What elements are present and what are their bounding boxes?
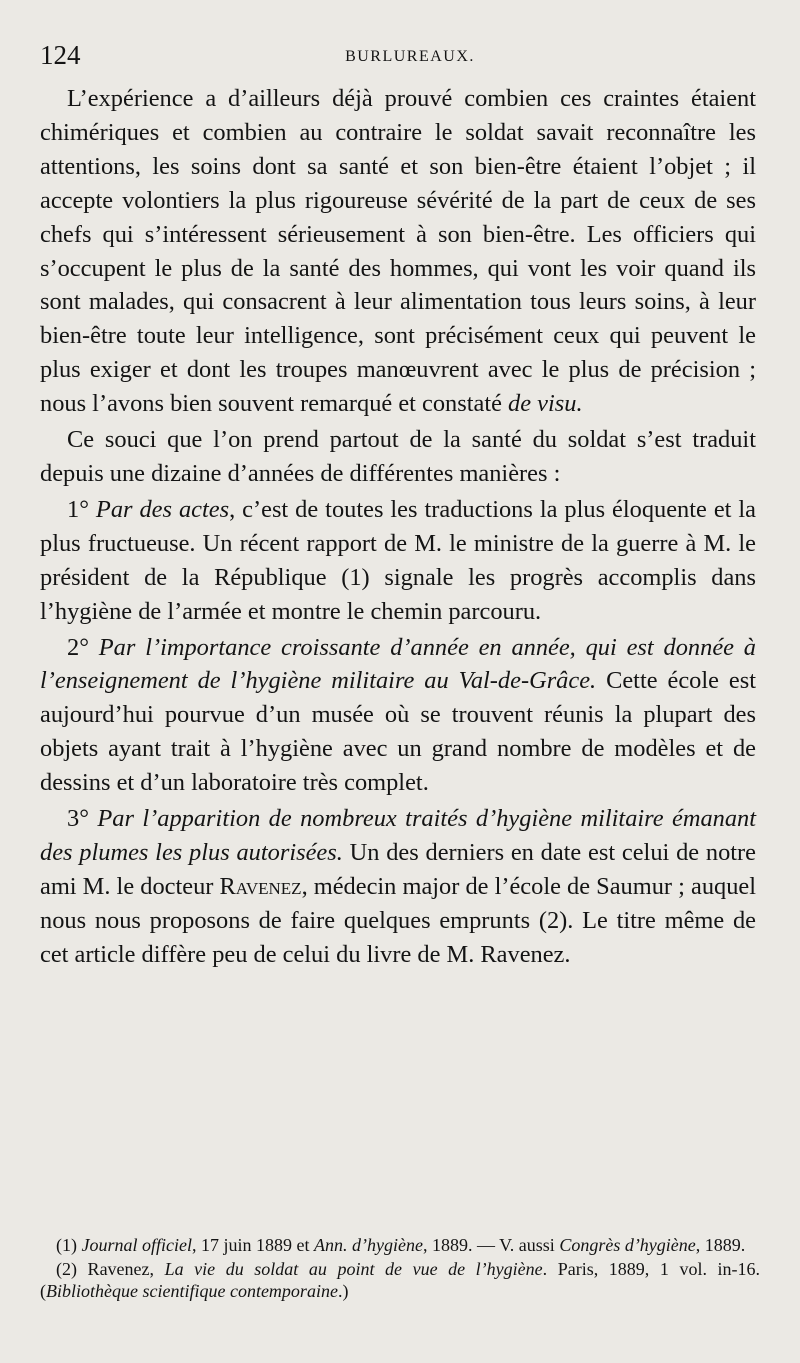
paragraph-text: Un des derniers en date est celui de notre ami M. le docteur [40,838,756,900]
footnote-title: Congrès d’hygiène [559,1235,696,1255]
page-header [40,40,780,76]
paragraph-par-l-importance [40,631,756,801]
item-heading: Par l’apparition de nombreux traités d’hygiène militaire émanant des plumes les plus autorisées. [40,805,756,866]
page-number: 124 [40,40,81,70]
footnote-text: , 1889. — V. aussi [422,1235,560,1255]
footnotes [40,1234,760,1302]
paragraph-par-des-actes [40,493,756,629]
footnote-text: .) [337,1281,349,1301]
footnote-title: Ann. d’hygiène [313,1235,423,1255]
paragraph-par-l-apparition [40,802,756,972]
footnote-mark: (1) [56,1235,82,1255]
footnote-text: (2) Ravenez, [56,1259,165,1279]
paragraph-experience [40,82,756,421]
paragraph-text: , c’est de toutes les traductions la plus éloquente et la plus fructueuse. Un récent rapport de M. le ministre de la guerre à M. le président de la République (1) signale les progrès accomplis dans l’hygiène de l’armée et montre le chemin parcouru. [40,495,756,625]
footnote-title: Bibliothèque scientifique contemporaine [46,1281,338,1301]
footnote-2 [40,1258,760,1302]
item-number: 1° [67,495,96,523]
paragraph-text: , médecin major de l’école de Saumur ; auquel nous nous proposons de faire quelques emprunts (2). Le titre même de cet article diffère peu de celui du livre de M. Ravenez. [40,872,757,968]
footnote-title: Journal officiel [81,1235,192,1255]
footnote-text: , 1889. [695,1235,746,1255]
de-visu-phrase: de visu. [508,390,583,418]
footnote-title: La vie du soldat au point de vue de l’hygiène [164,1259,543,1279]
paragraph-souci: Ce souci que l’on prend partout de la santé du soldat s’est traduit depuis une dizaine d’années de différentes manières : [40,426,756,487]
item-number: 2° [67,633,99,661]
author-name: Ravenez [219,872,302,900]
footnote-1 [40,1234,760,1256]
item-heading: Par l’importance croissante d’année en année, qui est donnée à l’enseignement de l’hygiène militaire au Val-de-Grâce. [40,633,756,695]
footnote-text: . Paris, 1889, 1 vol. in-16. ( [40,1259,761,1301]
footnote-text: , 17 juin 1889 et [191,1235,314,1255]
paragraph-text: L’expérience a d’ailleurs déjà prouvé combien ces craintes étaient chimériques et combien au contraire le soldat savait reconnaître les attentions, les soins dont sa santé et son bien-être étaient l’objet ; il accepte volontiers la plus rigoureuse sévérité de la part de ceux de ses chefs qui s’intéressent sérieusement à son bien-être. Les officiers qui s’occupent le plus de la santé des hommes, qui vont les voir quand ils sont malades, qui consacrent à leur alimentation tous leurs soins, à leur bien-être toute leur intelligence, sont précisément ceux qui peuvent le plus exiger et dont les troupes manœuvrent avec le plus de précision ; nous l’avons bien souvent remarqué et constaté [40,85,756,418]
running-head: BURLUREAUX. [345,48,475,65]
body-text [40,82,756,972]
paragraph-text: Cette école est aujourd’hui pourvue d’un musée où se trouvent réunis la plupart des objets ayant trait à l’hygiène avec un grand nombre de modèles et de dessins et d’un laboratoire très complet. [40,667,756,797]
item-heading: Par des actes [95,495,230,523]
item-number: 3° [67,805,98,833]
